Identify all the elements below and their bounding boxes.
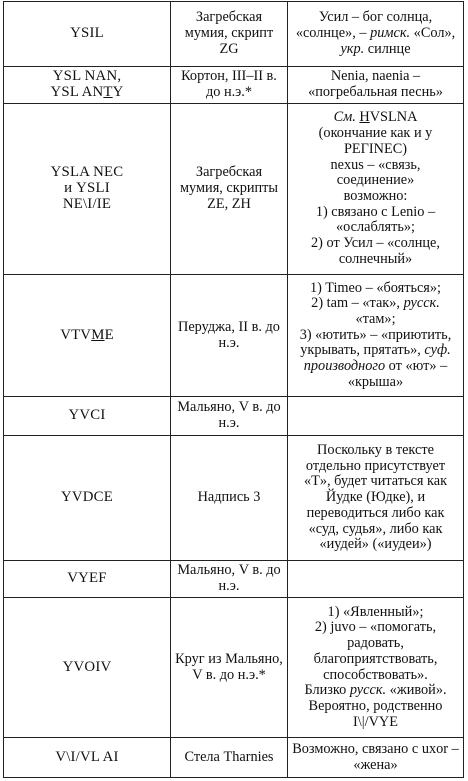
table-row <box>4 2 464 67</box>
word-cell: YVDCE <box>4 436 171 561</box>
meaning-cell: Усил – бог солнца, «солнце», – римск. «Сол», укр. силнце <box>288 2 464 67</box>
source-cell: Кортон, III–II в. до н.э.* <box>171 67 288 104</box>
meaning-cell <box>288 561 464 598</box>
table-row <box>4 275 464 397</box>
source-cell: Загребская мумия, скрипт ZG <box>171 2 288 67</box>
meaning-cell: См. HVSLNA (окончание как и у PEΓINEC) nexus – «связь, соединение» возможно: 1) связано с Lenio – «ослаблять»; 2) от Усил – «солнце, солнечный» <box>288 104 464 275</box>
table-row <box>4 598 464 738</box>
meaning-cell: Поскольку в тексте отдельно присутствует «T», будет читаться как Йудке (Юдке), и переводиться либо как «суд, судья», либо как «иудей» («иудеи») <box>288 436 464 561</box>
meaning-cell: Nenia, naenia – «погребальная песнь» <box>288 67 464 104</box>
word-cell: YSIL <box>4 2 171 67</box>
source-cell: Стела Tharnies <box>171 738 288 778</box>
source-cell: Загребская мумия, скрипты ZE, ZH <box>171 104 288 275</box>
source-cell: Надпись 3 <box>171 436 288 561</box>
word-cell: YSL NAN, YSL ANTY <box>4 67 171 104</box>
source-cell: Перуджа, II в. до н.э. <box>171 275 288 397</box>
etymology-table <box>3 1 464 778</box>
meaning-cell: Возможно, связано с uxor – «жена» <box>288 738 464 778</box>
word-cell: YVCI <box>4 397 171 436</box>
word-cell: YSLA NEC и YSLI NE\I/IE <box>4 104 171 275</box>
source-cell: Мальяно, V в. до н.э. <box>171 397 288 436</box>
meaning-cell: 1) «Явленный»; 2) juvo – «помогать, радовать, благоприятствовать, способствовать». Близко русск. «живой». Вероятно, родственно I\|/VYE <box>288 598 464 738</box>
word-cell: V\I/VL AI <box>4 738 171 778</box>
table-row <box>4 738 464 778</box>
table-row <box>4 67 464 104</box>
source-cell: Круг из Мальяно, V в. до н.э.* <box>171 598 288 738</box>
table-row <box>4 397 464 436</box>
meaning-cell <box>288 397 464 436</box>
word-cell: VYEF <box>4 561 171 598</box>
source-cell: Мальяно, V в. до н.э. <box>171 561 288 598</box>
word-cell: VTVME <box>4 275 171 397</box>
meaning-cell: 1) Timeo – «бояться»; 2) tam – «так», русск. «там»; 3) «ютить» – «приютить, укрывать, прятать», суф. производного от «ют» – «крыша» <box>288 275 464 397</box>
table-row <box>4 561 464 598</box>
table-row <box>4 436 464 561</box>
word-cell: YVOIV <box>4 598 171 738</box>
table-row <box>4 104 464 275</box>
